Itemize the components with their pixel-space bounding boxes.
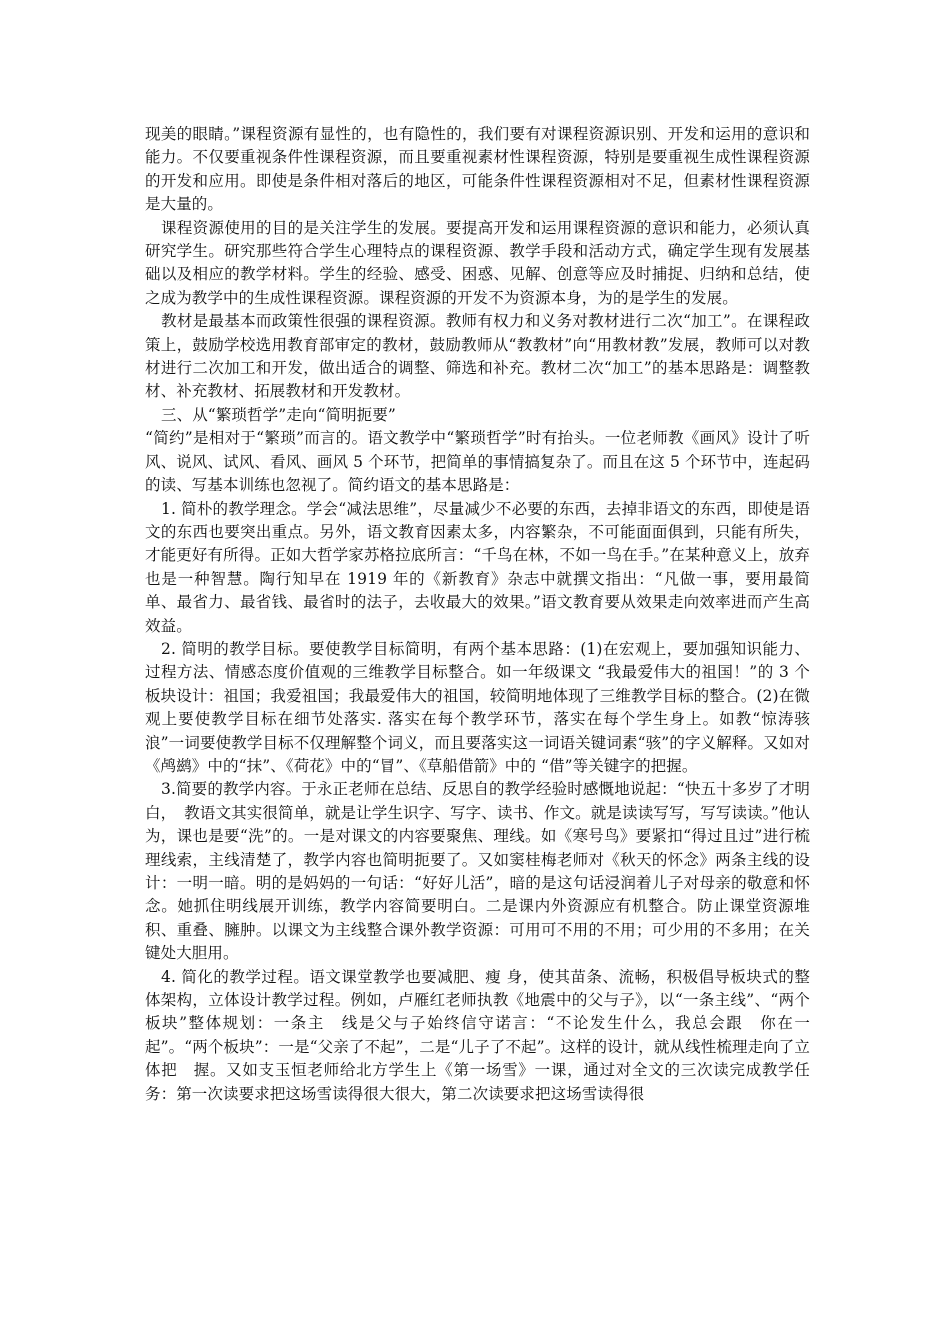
paragraph-simplicity-intro: “简约”是相对于“繁琐”而言的。语文教学中“繁琐哲学”时有抬头。一位老师教《画风》设计了听风、说风、试风、看风、画风 5 个环节，把简单的事情搞复杂了。而且在这 5 个环节中，连起码的读、写基本训练也忽视了。简约语文的基本思路是： bbox=[145, 429, 810, 495]
list-item-3-teaching-content: 3.简要的教学内容。于永正老师在总结、反思自的教学经验时感慨地说起：“快五十多岁了才明白， 教语文其实很简单，就是让学生识字、写字、读书、作文。就是读读写写，写写读读。”他认为，课也是要“洗”的。一是对课文的内容要聚焦、理线。如《寒号鸟》要紧扣“得过且过”进行梳理线索，主线清楚了，教学内容也简明扼要了。又如窦桂梅老师对《秋天的怀念》两条主线的设计：一明一暗。明的是妈妈的一句话：“好好儿活”，暗的是这句话浸润着儿子对母亲的敬意和怀念。她抓住明线展开训练，教学内容简要明白。二是课内外资源应有机整合。防止课堂资源堆积、重叠、臃肿。以课文为主线整合课外教学资源：可用可不用的不用；可少用的不多用；在关键处大胆用。 bbox=[145, 780, 810, 963]
paragraph-textbook: 教材是最基本而政策性很强的课程资源。教师有权力和义务对教材进行二次“加工”。在课程政策上，鼓励学校选用教育部审定的教材，鼓励教师从“教教材”向“用教材教”发展，教师可以对教材进行二次加工和开发，做出适合的调整、筛选和补充。教材二次“加工”的基本思路是：调整教材、补充教材、拓展教材和开发教材。 bbox=[145, 312, 810, 401]
section-heading-three: 三、从“繁琐哲学”走向“简明扼要” bbox=[161, 405, 396, 424]
paragraph-curriculum-resource-purpose: 课程资源使用的目的是关注学生的发展。要提高开发和运用课程资源的意识和能力，必须认真研究学生。研究那些符合学生心理特点的课程资源、教学手段和活动方式，确定学生现有发展基础以及相应的教学材料。学生的经验、感受、困惑、见解、创意等应及时捕捉、归纳和总结，使之成为教学中的生成性课程资源。课程资源的开发不为资源本身，为的是学生的发展。 bbox=[145, 218, 810, 307]
list-item-4-teaching-process: 4. 简化的教学过程。语文课堂教学也要减肥、瘦 身，使其苗条、流畅，积极倡导板块式的整体架构，立体设计教学过程。例如，卢雁红老师执教《地震中的父与子》，以“一条主线”、“两个板块”整体规划：一条主 线是父与子始终信守诺言：“不论发生什么，我总会跟 你在一起”。“两个板块”：一是“父亲了不起”，二是“儿子了不起”。这样的设计，就从线性梳理走向了立体把 握。又如支玉恒老师给北方学生上《第一场雪》一课，通过对全文的三次读完成教学任务：第一次读要求把这场雪读得很大很大，第二次读要求把这场雪读得很 bbox=[145, 967, 810, 1103]
list-item-1-teaching-philosophy: 1. 简朴的教学理念。学会“减法思维”，尽量减少不必要的东西，去掉非语文的东西，即使是语文的东西也要突出重点。另外，语文教育因素太多，内容繁杂，不可能面面俱到，只能有所失，才能更好有所得。正如大哲学家苏格拉底所言：“千鸟在林，不如一鸟在手。”在某种意义上，放弃也是一种智慧。陶行知早在 1919 年的《新教育》杂志中就撰文指出：“凡做一事，要用最简单、最省力、最省钱、最省时的法子，去收最大的效果。”语文教育要从效果走向效率进而产生高效益。 bbox=[145, 499, 810, 635]
paragraph-continuation: 现美的眼睛。”课程资源有显性的，也有隐性的，我们要有对课程资源识别、开发和运用的意识和能力。不仅要重视条件性课程资源，而且要重视素材性课程资源，特别是要重视生成性课程资源的开发和应用。即使是条件相对落后的地区，可能条件性课程资源相对不足，但素材性课程资源是大量的。 bbox=[145, 125, 810, 214]
list-item-2-teaching-goals: 2. 简明的教学目标。要使教学目标简明，有两个基本思路：(1)在宏观上，要加强知识能力、过程方法、情感态度价值观的三维教学目标整合。如一年级课文 “我最爱伟大的祖国！”的 3 个板块设计：祖国；我爱祖国；我最爱伟大的祖国，较简明地体现了三维教学目标的整合。(2)在微观上要使教学目标在细节处落实. 落实在每个教学环节，落实在每个学生身上。如教“惊涛骇浪”一词要使教学目标不仅理解整个词义，而且要落实这一词语关键词素“骇”的字义解释。又如对《鸬鹚》中的“抹”、《荷花》中的“冒”、《草船借箭》中的 “借”等关键字的把握。 bbox=[145, 639, 810, 775]
document-body bbox=[145, 123, 810, 1106]
